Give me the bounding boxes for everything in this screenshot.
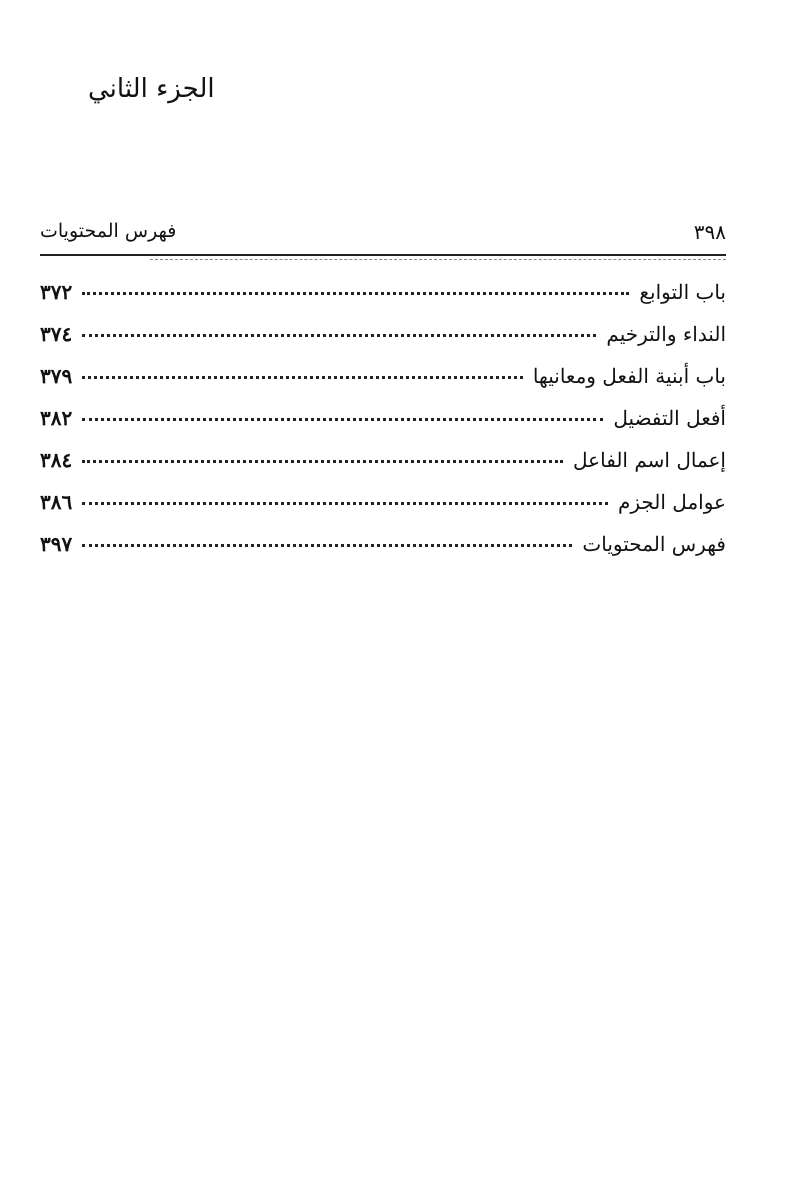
toc-entry-page: ٣٧٢ [40, 280, 73, 304]
running-head [40, 218, 726, 252]
toc-entry-title: فهرس المحتويات [582, 532, 726, 556]
volume-label: الجزء الثاني [88, 74, 215, 104]
toc-entry-title: أفعل التفضيل [613, 406, 726, 430]
section-title: فهرس المحتويات [40, 220, 177, 242]
toc-entry-page: ٣٨٦ [40, 490, 73, 514]
toc-entry-page: ٣٧٤ [40, 322, 73, 346]
toc-entry-title: النداء والترخيم [606, 322, 726, 346]
toc-entry[interactable] [40, 322, 726, 364]
toc-entry-page: ٣٧٩ [40, 364, 73, 388]
header-rule-dashed [150, 259, 726, 260]
toc-entry-title: عوامل الجزم [617, 490, 726, 514]
toc-dot-leader [82, 502, 608, 505]
header-rule [40, 254, 726, 256]
toc-entry[interactable] [40, 532, 726, 574]
table-of-contents [40, 280, 726, 574]
toc-entry-title: باب أبنية الفعل ومعانيها [532, 364, 726, 388]
toc-dot-leader [82, 334, 596, 337]
toc-dot-leader [82, 544, 572, 547]
toc-entry-page: ٣٩٧ [40, 532, 73, 556]
toc-entry-title: إعمال اسم الفاعل [573, 448, 726, 472]
toc-entry-title: باب التوابع [639, 280, 726, 304]
toc-dot-leader [82, 292, 629, 295]
toc-dot-leader [82, 460, 563, 463]
toc-dot-leader [82, 376, 523, 379]
toc-entry-page: ٣٨٤ [40, 448, 73, 472]
toc-entry[interactable] [40, 448, 726, 490]
toc-entry[interactable] [40, 280, 726, 322]
toc-entry-page: ٣٨٢ [40, 406, 73, 430]
toc-entry[interactable] [40, 490, 726, 532]
toc-entry[interactable] [40, 406, 726, 448]
toc-entry[interactable] [40, 364, 726, 406]
page-number: ٣٩٨ [693, 220, 726, 244]
toc-dot-leader [82, 418, 603, 421]
